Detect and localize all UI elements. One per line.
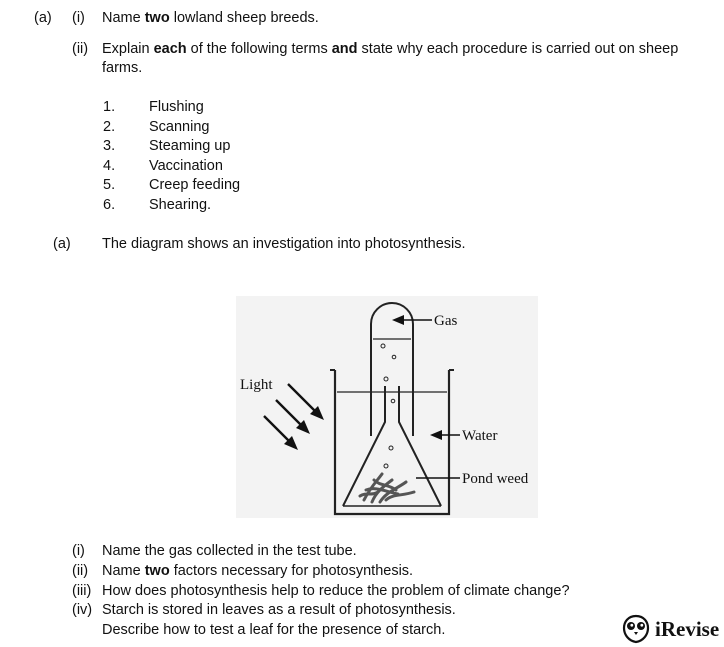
water-label: Water	[462, 428, 498, 444]
question-number: (i)	[72, 10, 85, 26]
text-segment: Name	[102, 563, 145, 579]
bold-text: two	[144, 563, 170, 579]
question-text-continued: Describe how to test a leaf for the presence of starch.	[102, 622, 446, 638]
diagram-intro: The diagram shows an investigation into photosynthesis.	[102, 236, 466, 252]
list-item: Flushing	[149, 99, 204, 115]
list-item-number: 4.	[103, 158, 116, 174]
bold-text: two	[144, 10, 170, 26]
list-item: Vaccination	[149, 158, 223, 174]
logo-text: iRevise	[655, 616, 720, 641]
gas-label: Gas	[434, 313, 458, 329]
question-text: How does photosynthesis help to reduce the problem of climate change?	[102, 583, 570, 599]
list-item: Scanning	[149, 119, 210, 135]
part-a-label: (a)	[34, 10, 52, 26]
text-segment: factors necessary for photosynthesis.	[169, 563, 414, 579]
question-text	[102, 40, 678, 58]
list-item: Shearing.	[149, 197, 212, 213]
text-segment: state why each procedure is carried out on sheep	[357, 41, 679, 57]
bold-text: each	[153, 41, 187, 57]
irevise-logo	[621, 614, 719, 644]
list-item-number: 5.	[103, 177, 116, 193]
question-number: (i)	[72, 543, 85, 559]
list-item: Creep feeding	[149, 177, 241, 193]
part-b-label: (a)	[53, 236, 71, 252]
question-number: (iii)	[72, 583, 92, 599]
bold-text: and	[331, 41, 358, 57]
text-segment: Explain	[102, 41, 154, 57]
text-segment: of the following terms	[186, 41, 332, 57]
question-text: Starch is stored in leaves as a result of photosynthesis.	[102, 602, 456, 618]
question-number: (ii)	[72, 41, 89, 57]
pondweed-label: Pond weed	[462, 471, 529, 487]
list-item-number: 1.	[103, 99, 116, 115]
list-item: Steaming up	[149, 138, 231, 154]
question-text: Name the gas collected in the test tube.	[102, 543, 357, 559]
light-label: Light	[240, 377, 273, 393]
question-text-continued: farms.	[102, 60, 143, 76]
question-text	[102, 562, 413, 580]
photosynthesis-diagram	[236, 296, 538, 518]
question-number: (iv)	[72, 602, 93, 618]
text-segment: lowland sheep breeds.	[169, 10, 319, 26]
question-text	[102, 9, 319, 27]
owl-icon	[621, 614, 651, 644]
list-item-number: 6.	[103, 197, 116, 213]
list-item-number: 2.	[103, 119, 116, 135]
question-number: (ii)	[72, 563, 89, 579]
list-item-number: 3.	[103, 138, 116, 154]
text-segment: Name	[102, 10, 145, 26]
